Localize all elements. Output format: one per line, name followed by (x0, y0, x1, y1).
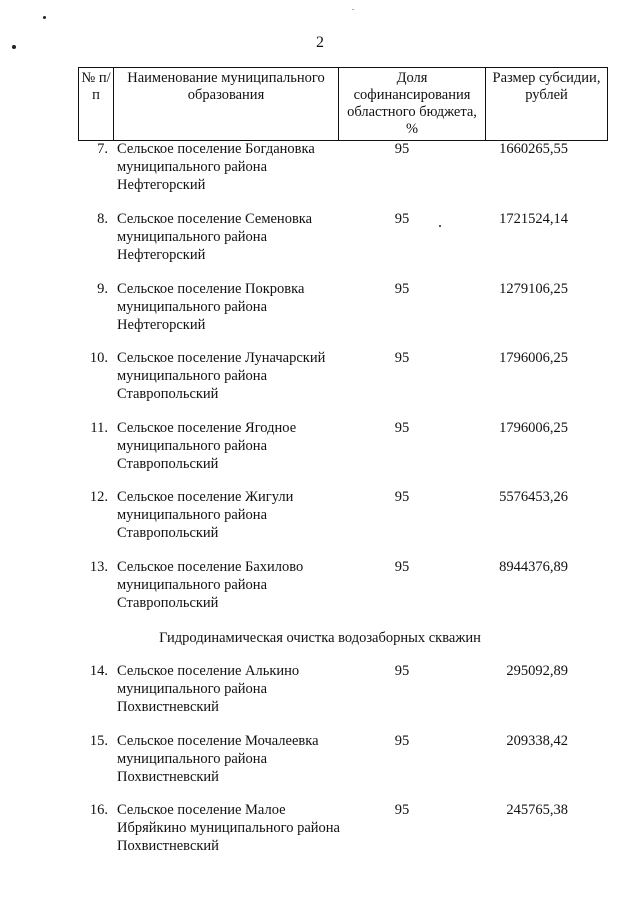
row-number: 15. (89, 733, 108, 749)
row-share: 95 (394, 141, 410, 157)
page-number: 2 (316, 34, 324, 51)
row-name: Сельское поселение Бахилово муниципального района Ставропольский (117, 559, 304, 611)
row-number: 8. (97, 211, 108, 227)
scan-speck (352, 9, 354, 10)
row-share: 95 (394, 802, 410, 818)
header-share: Доля софинансирования областного бюджета, % (339, 68, 486, 141)
row-amount: 5576453,26 (499, 489, 568, 505)
row-share: 95 (394, 663, 410, 679)
row-share: 95 (394, 281, 410, 297)
row-share: 95 (394, 733, 410, 749)
row-amount: 209338,42 (506, 733, 568, 749)
section-title: Гидродинамическая очистка водозаборных скважин (159, 630, 481, 646)
row-name: Сельское поселение Богдановка муниципального района Нефтегорский (117, 141, 315, 193)
row-amount: 1796006,25 (499, 420, 568, 436)
row-name: Сельское поселение Жигули муниципального района Ставропольский (117, 489, 294, 541)
row-share: 95 (394, 211, 410, 227)
row-number: 7. (97, 141, 108, 157)
row-share: 95 (394, 559, 410, 575)
row-name: Сельское поселение Семеновка муниципального района Нефтегорский (117, 211, 313, 263)
row-amount: 1660265,55 (499, 141, 568, 157)
row-name: Сельское поселение Мочалеевка муниципального района Похвистневский (117, 733, 319, 785)
row-number: 13. (89, 559, 108, 575)
row-name: Сельское поселение Алькино муниципального района Похвистневский (117, 663, 300, 715)
row-amount: 295092,89 (506, 663, 568, 679)
row-amount: 1721524,14 (499, 211, 568, 227)
row-number: 10. (89, 350, 108, 366)
row-number: 11. (90, 420, 108, 436)
row-share: 95 (394, 350, 410, 366)
scan-speck (43, 16, 46, 19)
row-number: 16. (89, 802, 108, 818)
row-name: Сельское поселение Покровка муниципального района Нефтегорский (117, 281, 305, 333)
header-name: Наименование муниципального образования (114, 68, 339, 141)
row-number: 14. (89, 663, 108, 679)
header-amount: Размер субсидии, рублей (486, 68, 608, 141)
row-amount: 1279106,25 (499, 281, 568, 297)
table-header (78, 67, 608, 141)
row-number: 9. (97, 281, 108, 297)
row-amount: 8944376,89 (499, 559, 568, 575)
row-number: 12. (89, 489, 108, 505)
row-amount: 1796006,25 (499, 350, 568, 366)
row-name: Сельское поселение Луначарский муниципального района Ставропольский (117, 350, 326, 402)
row-name: Сельское поселение Ягодное муниципального района Ставропольский (117, 420, 297, 472)
row-amount: 245765,38 (506, 802, 568, 818)
row-share: 95 (394, 420, 410, 436)
header-num: № п/п (79, 68, 114, 141)
row-name: Сельское поселение Малое Ибряйкино муниципального района Похвистневский (117, 802, 340, 854)
row-share: 95 (394, 489, 410, 505)
